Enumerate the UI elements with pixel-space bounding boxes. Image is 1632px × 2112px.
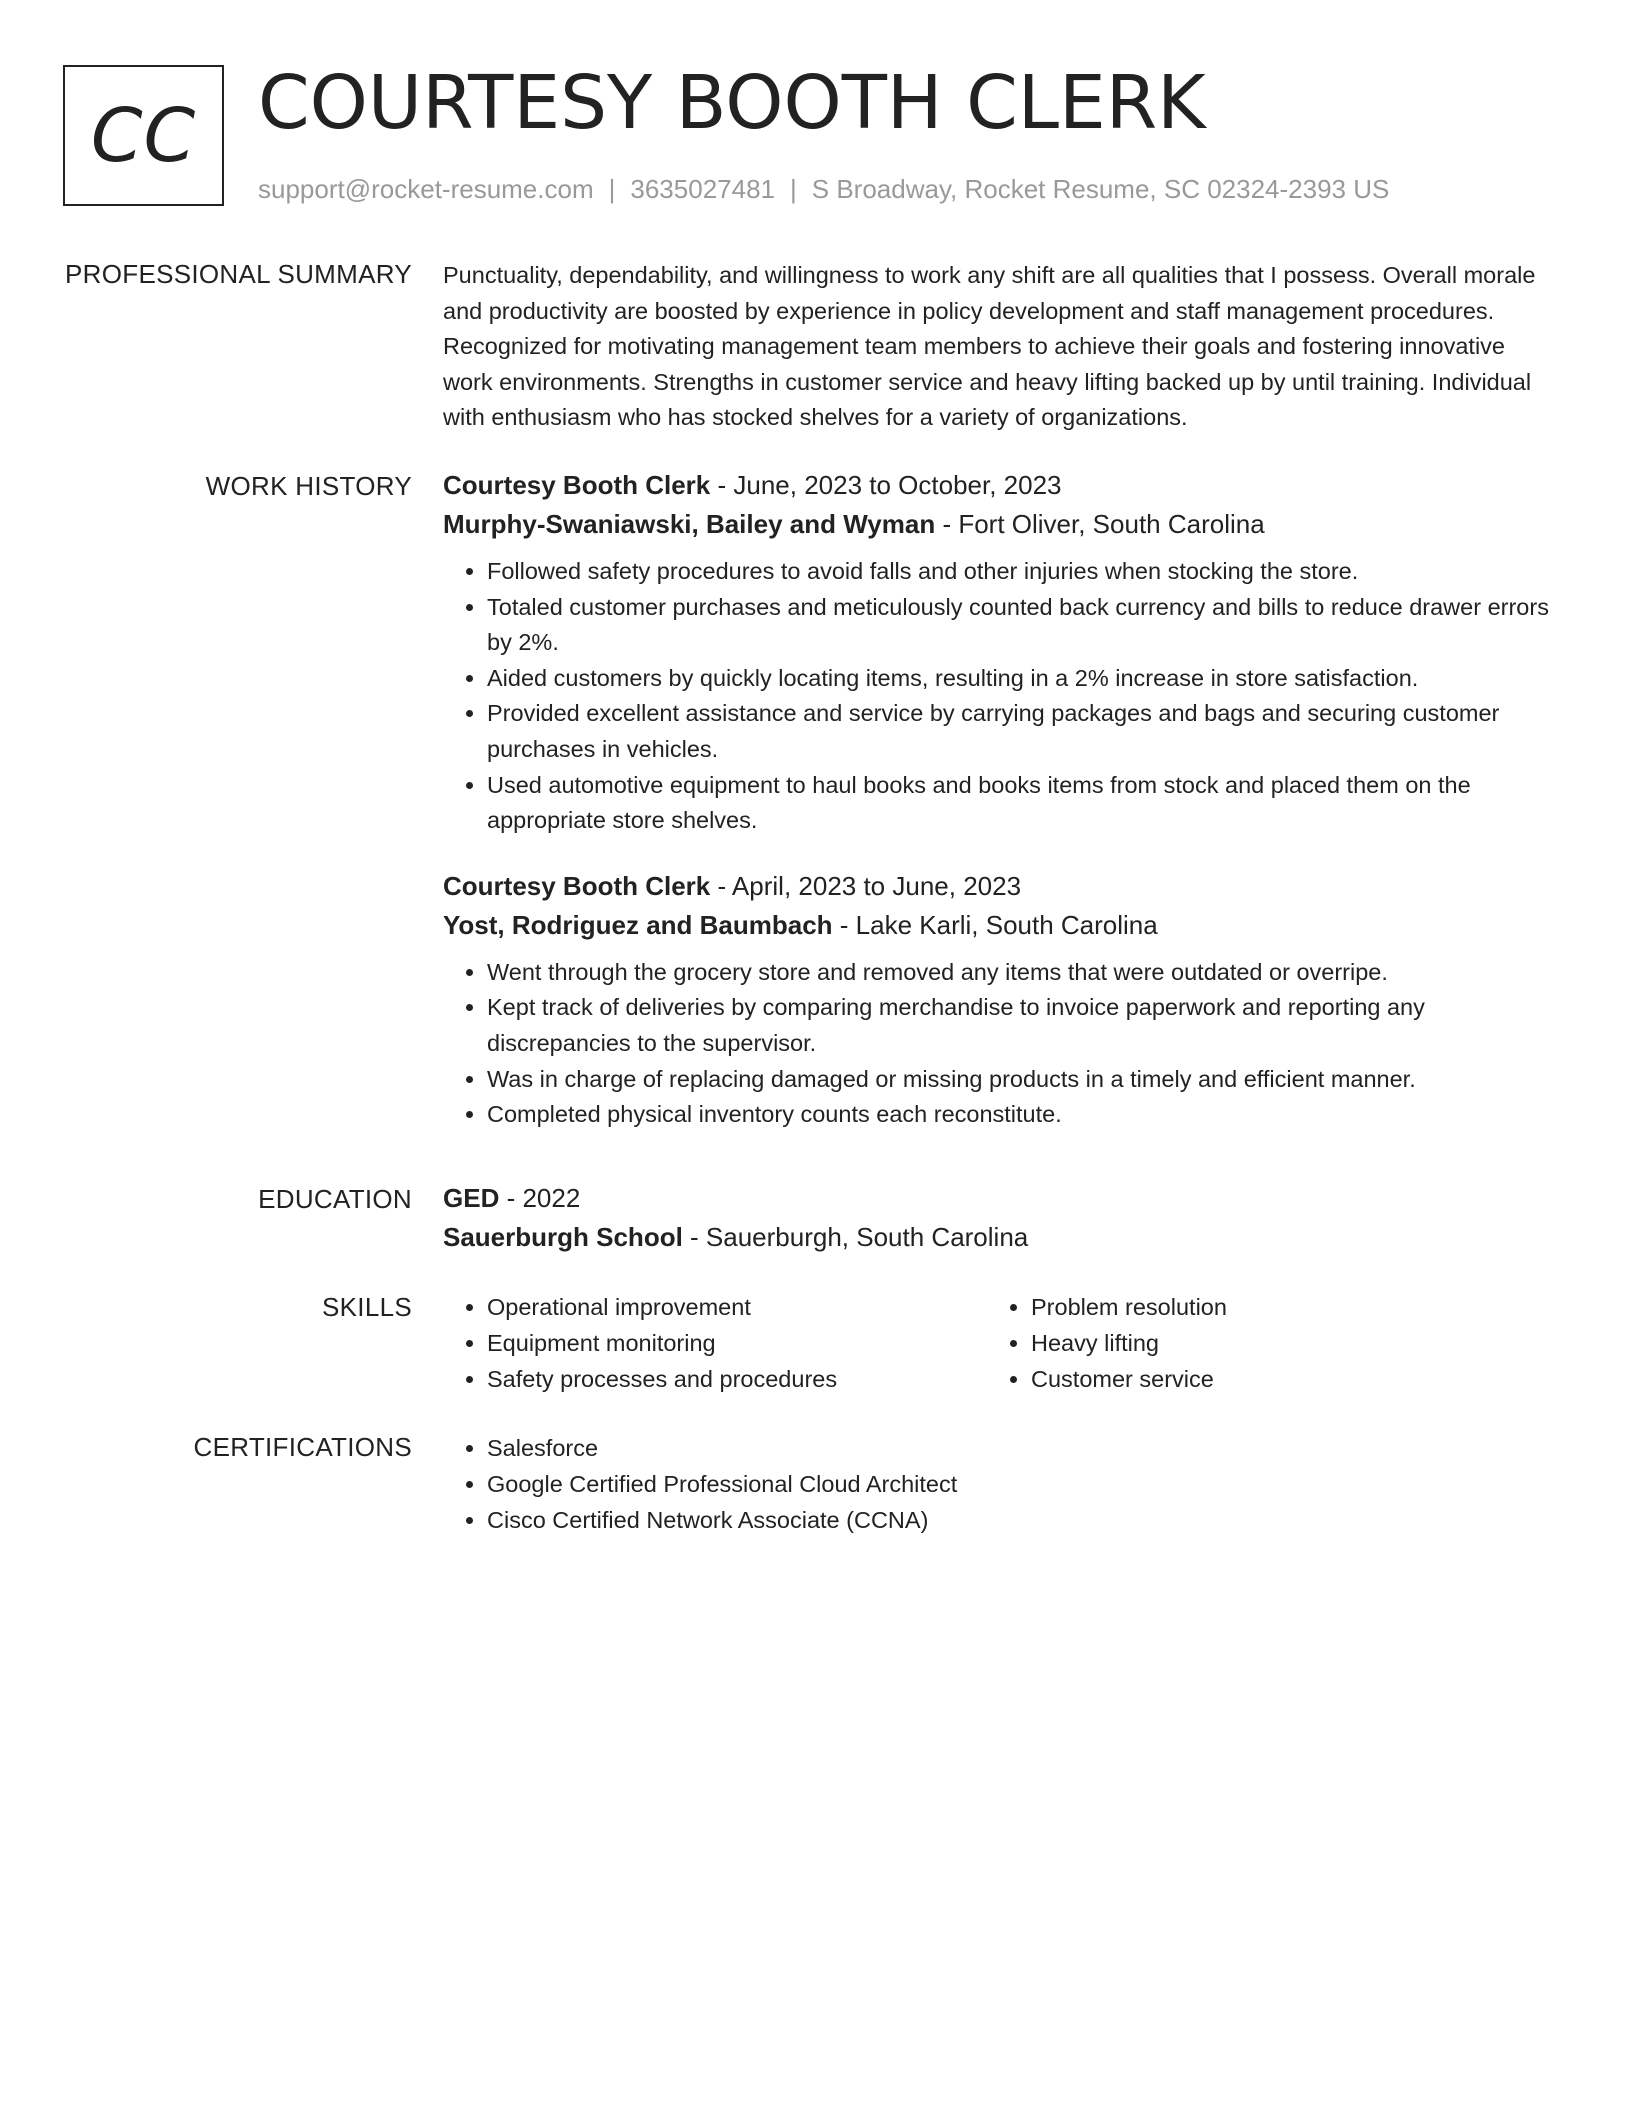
job-bullet: • Aided customers by quickly locating items, resulting in a 2% increase in store satisfaction. xyxy=(487,661,1553,697)
job-bullet: • Completed physical inventory counts each reconstitute. xyxy=(487,1097,1553,1133)
section-title-certifications: CERTIFICATIONS xyxy=(193,1432,412,1462)
contact-separator: | xyxy=(790,174,797,204)
education-year: - 2022 xyxy=(499,1183,581,1213)
section-title-summary: PROFESSIONAL SUMMARY xyxy=(65,259,412,289)
certification-item: • Salesforce xyxy=(487,1430,1553,1466)
certification-item: • Google Certified Professional Cloud Architect xyxy=(487,1466,1553,1502)
skill-item: • Operational improvement xyxy=(487,1289,987,1325)
education-school-line xyxy=(443,1218,1553,1257)
job-location: - Lake Karli, South Carolina xyxy=(832,909,1158,940)
job-position: Courtesy Booth Clerk xyxy=(443,870,711,901)
skill-item: • Heavy lifting xyxy=(1031,1325,1531,1361)
work-history-body xyxy=(443,466,1553,1133)
section-title-education: EDUCATION xyxy=(258,1184,412,1214)
education-school: Sauerburgh School xyxy=(443,1222,683,1252)
skill-item: • Equipment monitoring xyxy=(487,1325,987,1361)
summary-body xyxy=(443,258,1553,436)
job-company: Murphy-Swaniawski, Bailey and Wyman xyxy=(443,509,936,539)
certifications-list xyxy=(443,1430,1553,1538)
job-location: - Fort Oliver, South Carolina xyxy=(935,509,1265,539)
job-entry xyxy=(443,466,1553,839)
summary-text: Punctuality, dependability, and willingness to work any shift are all qualities that I possess. Overall morale and productivity are boosted by experience in policy development and staff management procedures. Recognized for motivating management team members to achieve their goals and fostering innovative work environments. Strengths in customer service and heavy lifting backed up by until training. Individual with enthusiasm who has stocked shelves for a variety of organizations. xyxy=(443,262,1536,431)
job-bullet: • Totaled customer purchases and meticulously counted back currency and bills to reduce drawer errors by 2%. xyxy=(487,590,1553,661)
job-company-line xyxy=(443,906,1553,945)
skills-grid xyxy=(443,1289,1553,1397)
skills-column-right xyxy=(987,1289,1531,1397)
job-company-line xyxy=(443,505,1553,544)
job-dates: - April, 2023 to June, 2023 xyxy=(710,870,1022,901)
job-bullet-list xyxy=(443,955,1553,1133)
skills-list xyxy=(443,1289,987,1397)
job-bullet: • Went through the grocery store and removed any items that were outdated or overripe. xyxy=(487,955,1553,991)
job-title-line xyxy=(443,466,1553,505)
monogram-initials: CC xyxy=(90,92,197,179)
job-bullet: • Kept track of deliveries by comparing merchandise to invoice paperwork and reporting any discrepancies to the supervisor. xyxy=(487,990,1553,1061)
monogram-box xyxy=(63,65,224,206)
contact-phone: 3635027481 xyxy=(630,174,775,204)
section-title-work-history: WORK HISTORY xyxy=(205,471,412,501)
job-position: Courtesy Booth Clerk xyxy=(443,470,711,500)
skills-column-left xyxy=(443,1289,987,1397)
job-company: Yost, Rodriguez and Baumbach xyxy=(443,909,833,940)
contact-email: support@rocket-resume.com xyxy=(258,174,594,204)
education-degree-line xyxy=(443,1179,1553,1218)
skills-body xyxy=(443,1289,1553,1397)
job-bullet: • Was in charge of replacing damaged or missing products in a timely and efficient manner. xyxy=(487,1062,1553,1098)
certification-item: • Cisco Certified Network Associate (CCNA) xyxy=(487,1502,1553,1538)
skill-item: • Safety processes and procedures xyxy=(487,1361,987,1397)
skill-item: • Customer service xyxy=(1031,1361,1531,1397)
job-title-line xyxy=(443,867,1553,906)
job-bullet: • Followed safety procedures to avoid falls and other injuries when stocking the store. xyxy=(487,554,1553,590)
job-bullet: • Provided excellent assistance and service by carrying packages and bags and securing customer purchases in vehicles. xyxy=(487,696,1553,767)
job-dates: - June, 2023 to October, 2023 xyxy=(710,470,1062,500)
contact-address: S Broadway, Rocket Resume, SC 02324-2393 US xyxy=(811,174,1390,204)
education-location: - Sauerburgh, South Carolina xyxy=(682,1222,1029,1252)
education-body xyxy=(443,1179,1553,1257)
education-degree: GED xyxy=(443,1183,500,1213)
section-title-skills: SKILLS xyxy=(322,1292,412,1322)
contact-line xyxy=(258,172,1389,206)
skills-list xyxy=(987,1289,1531,1397)
job-bullet-list xyxy=(443,554,1553,839)
contact-separator: | xyxy=(608,174,616,204)
certifications-body xyxy=(443,1430,1553,1538)
skill-item: • Problem resolution xyxy=(1031,1289,1531,1325)
job-entry xyxy=(443,867,1553,1133)
resume-name: COURTESY BOOTH CLERK xyxy=(258,60,1206,146)
job-bullet: • Used automotive equipment to haul books and books items from stock and placed them on the appropriate store shelves. xyxy=(487,768,1553,839)
